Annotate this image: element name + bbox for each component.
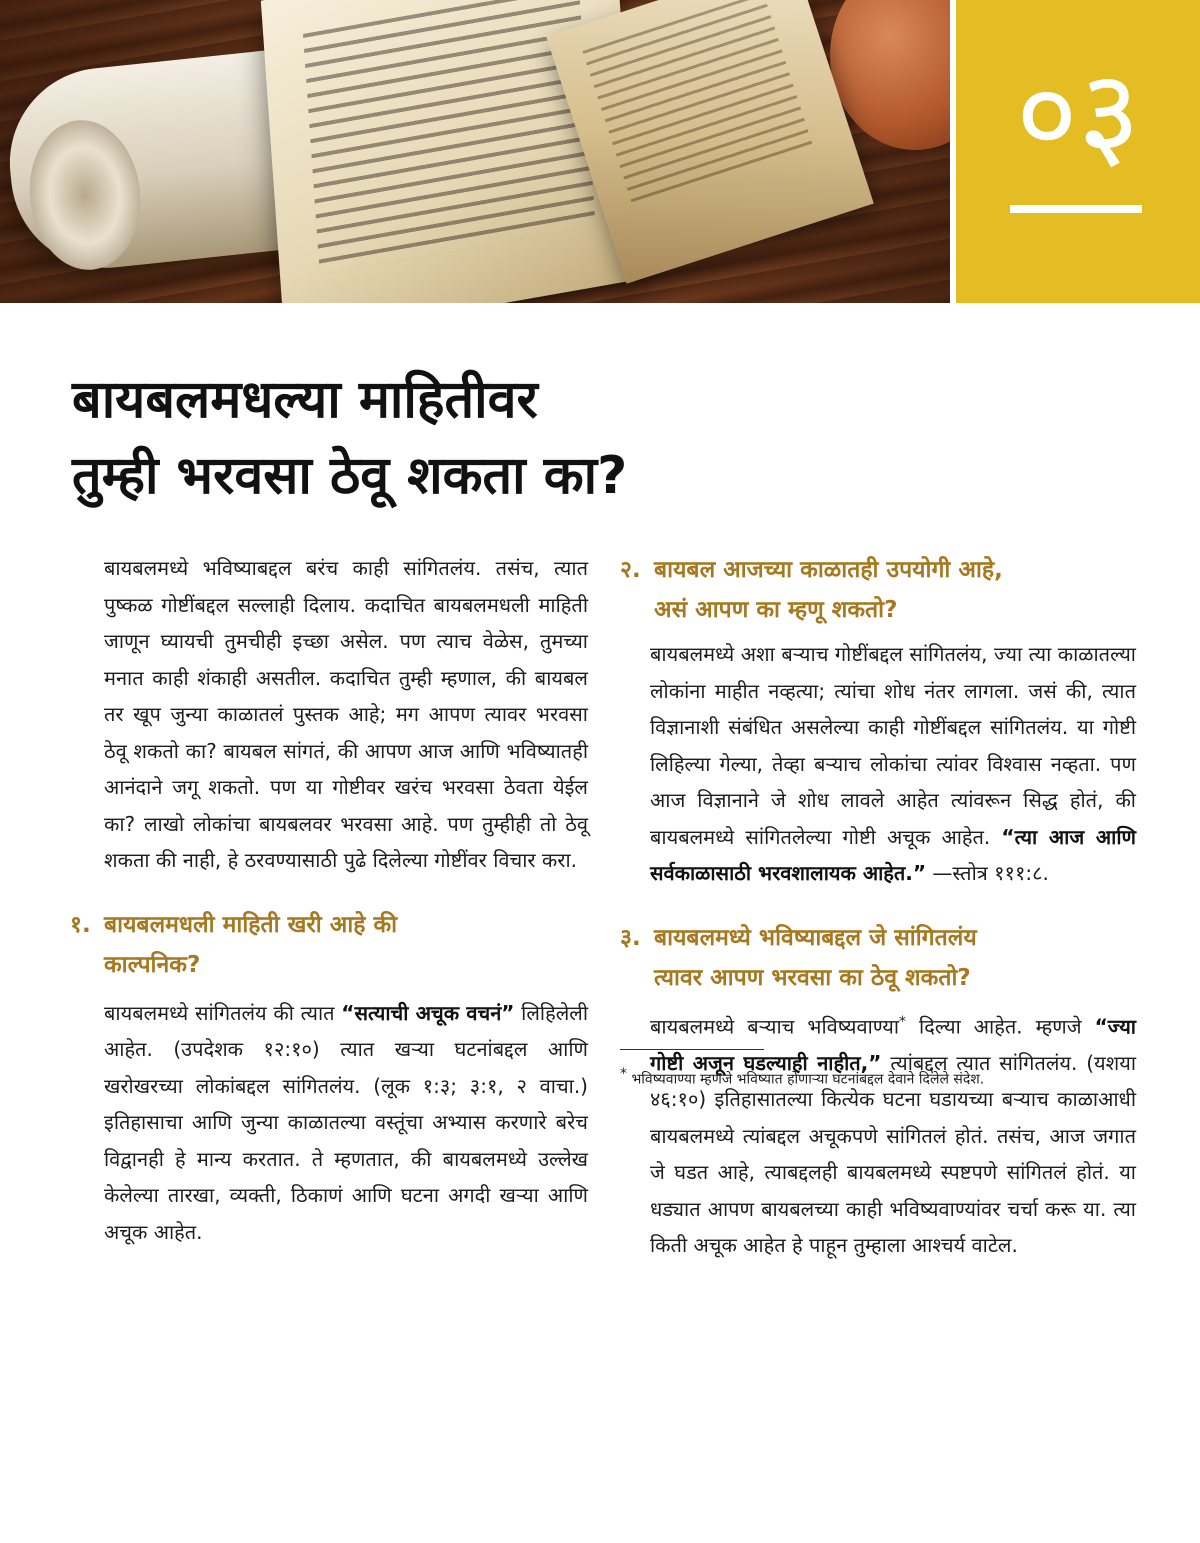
section-3-heading [620,918,1136,998]
section-1-paragraph [104,995,588,1251]
section-3-text-b: त्यांबद्दल त्यात सांगितलंय. (यशया ४६:१०) इतिहासातल्या कित्येक घटना घडायच्या बऱ्याच काळाआधी बायबलमध्ये त्यांबद्दल अचूकपणे सांगितलं होतं. तसंच, आज जगात जे घडत आहे, त्याबद्दलही बायबलमध्ये स्पष्टपणे सांगितलं होतं. या धड्यात आपण बायबलच्या काही भविष्यवाण्यांवर चर्चा करू या. त्या किती अचूक आहेत हे पाहून तुम्हाला आश्‍चर्य वाटेल. [650,1050,1136,1258]
section-2-heading-line-2: असं आपण का म्हणू शकतो? [654,597,898,623]
section-2-text-b: —स्तोत्र १११:८. [926,861,1049,885]
lesson-number: ०३ [1015,45,1141,184]
footnote-text: भविष्यवाण्या म्हणजे भविष्यात होणाऱ्या घटनांबद्दल देवाने दिलेले संदेश. [627,1071,985,1088]
section-2-number: २. [620,557,641,583]
section-1-heading-line-1: बायबलमधली माहिती खरी आहे की [104,911,398,938]
footnote-divider [620,1049,764,1050]
footnote [620,1064,1180,1090]
title-line-1: बायबलमधल्या माहितीवर [72,370,538,430]
right-column [620,550,1136,1264]
intro-paragraph: बायबलमध्ये भविष्याबद्दल बरंच काही सांगितलंय. तसंच, त्यात पुष्कळ गोष्टींबद्दल सल्लाही दिलाय. कदाचित बायबलमधली माहिती जाणून घ्यायची तुमचीही इच्छा असेल. पण त्याच वेळेस, तुमच्या मनात काही शंकाही असतील. कदाचित तुम्ही म्हणाल, की बायबल तर खूप जुन्या काळातलं पुस्तक आहे; मग आपण त्यावर भरवसा ठेवू शकतो का? बायबल सांगतं, की आपण आज आणि भविष्यातही आनंदाने जगू शकतो. पण या गोष्टीवर खरंच भरवसा ठेवता येईल का? लाखो लोकांचा बायबलवर भरवसा आहे. पण तुम्हीही तो ठेवू शकता की नाही, हे ठरवण्यासाठी पुढे दिलेल्या गोष्टींवर विचार करा. [104,556,588,872]
section-3-heading-line-2: त्यावर आपण भरवसा का ठेवू शकतो? [654,964,971,991]
badge-underline [1010,205,1142,213]
page-title [72,362,1072,514]
section-2-heading-line-1: बायबल आजच्या काळातही उपयोगी आहे, [654,557,1003,583]
section-3-number: ३. [620,924,641,951]
second-parchment-text-lines [582,0,812,203]
title-line-2: तुम्ही भरवसा ठेवू शकता का? [72,446,628,506]
section-1-text-a: बायबलमध्ये सांगितलंय की त्यात [104,1000,342,1025]
section-3-heading-line-1: बायबलमध्ये भविष्याबद्दल जे सांगितलंय [654,924,977,951]
section-2-quote: “त्या आज आणि सर्वकाळासाठी भरवशालायक आहेत.” [650,824,1136,885]
section-3-quote: “ज्या गोष्टी अजून घडल्याही नाहीत,” [650,1014,1136,1075]
left-column [70,550,588,1250]
section-1-number: १. [70,911,91,938]
section-3-text-a2: दिल्या आहेत. म्हणजे [906,1014,1095,1039]
header-photo-scrolls [0,0,950,303]
section-3-text-a: बायबलमध्ये बऱ्याच भविष्यवाण्या [650,1014,900,1039]
section-3-paragraph [620,1004,1136,1264]
section-2-heading [620,550,1136,630]
footnote-marker: * [899,1013,907,1030]
section-1-heading [70,905,588,985]
lesson-number-badge [956,0,1200,303]
section-1-heading-line-2: काल्पनिक? [104,951,201,978]
section-1-quote: “सत्याची अचूक वचनं” [341,1000,515,1025]
footnote-star: * [620,1066,627,1082]
section-2-text-a: बायबलमध्ये अशा बऱ्याच गोष्टींबद्दल सांगितलंय, ज्या त्या काळातल्या लोकांना माहीत नव्हत्या; त्यांचा शोध नंतर लागला. जसं की, त्यात विज्ञानाशी संबंधित असलेल्या काही गोष्टींबद्दल सांगितलंय. या गोष्टी लिहिल्या गेल्या, तेव्हा बऱ्याच लोकांचा त्यांवर विश्वास नव्हता. पण आज विज्ञानाने जे शोध लावले आहेत त्यांवरून सिद्ध होतं, की बायबलमध्ये सांगितलेल्या गोष्टी अचूक आहेत. [650,642,1136,849]
section-2-paragraph [620,636,1136,892]
section-1-text-b: लिहिलेली आहेत. (उपदेशक १२:१०) त्यात खऱ्या घटनांबद्दल आणि खरोखरच्या लोकांबद्दल सांगितलंय. (लूक १:३; ३:१, २ वाचा.) इतिहासाचा आणि जुन्या काळातल्या वस्तूंचा अभ्यास करणारे बरेच विद्वानही हे मान्य करतात. ते म्हणतात, की बायबलमध्ये उल्लेख केलेल्या तारखा, व्यक्ती, ठिकाणं आणि घटना अगदी खऱ्या आणि अचूक आहेत. [104,1000,588,1244]
